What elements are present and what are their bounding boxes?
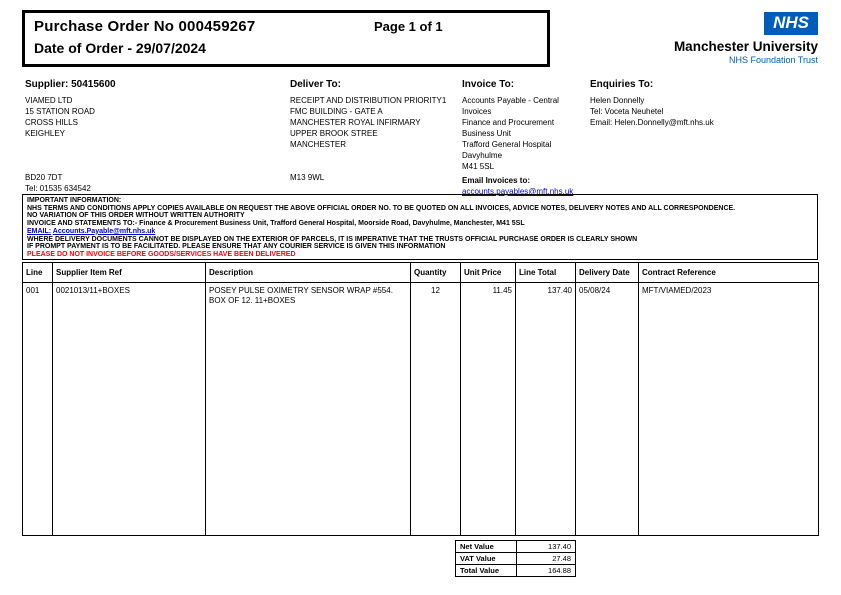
supplier-address-line xyxy=(25,161,255,172)
important-email-label: EMAIL: xyxy=(27,227,52,235)
po-number: Purchase Order No 000459267 xyxy=(34,18,256,35)
description-line-1: POSEY PULSE OXIMETRY SENSOR WRAP #554. xyxy=(209,286,393,295)
important-delivery-docs-line: WHERE DELIVERY DOCUMENTS CANNOT BE DISPLAYED ON THE EXTERIOR OF PARCELS, IT IS IMPERATIVE THAT THE TRUSTS OFFICIAL PURCHASE ORDER IS CLEARLY SHOWN xyxy=(27,235,638,243)
col-header-quantity: Quantity xyxy=(411,263,461,283)
col-header-description: Description xyxy=(206,263,411,283)
invoice-address-line: Invoices xyxy=(462,107,492,116)
col-header-delivery-date: Delivery Date xyxy=(576,263,639,283)
deliver-postcode: M13 9WL xyxy=(290,173,325,182)
deliver-address-line: MANCHESTER ROYAL INFIRMARY xyxy=(290,118,421,127)
important-information-box xyxy=(22,194,818,260)
trust-name: NHS Foundation Trust xyxy=(728,55,818,65)
cell-description xyxy=(206,283,411,536)
important-prompt-payment-line: IF PROMPT PAYMENT IS TO BE FACILITATED. PLEASE ENSURE THAT ANY COURIER SERVICE IS GIVEN THIS INFORMATION xyxy=(27,243,446,251)
total-value-row xyxy=(456,565,576,577)
col-header-line-total: Line Total xyxy=(516,263,576,283)
supplier-address-line: 15 STATION ROAD xyxy=(25,107,95,116)
enquiries-telephone: Tel: Voceta Neuhetel xyxy=(590,107,664,116)
supplier-address-line xyxy=(25,150,255,161)
deliver-address-line: MANCHESTER xyxy=(290,140,347,149)
important-email-line xyxy=(27,228,813,236)
invoice-email-link[interactable]: accounts.payables@mft.nhs.uk xyxy=(462,187,574,196)
supplier-section xyxy=(25,79,255,194)
enquiries-contact-name: Helen Donnelly xyxy=(590,96,645,105)
cell-item-ref: 0021013/11+BOXES xyxy=(53,283,206,536)
col-header-item-ref: Supplier Item Ref xyxy=(53,263,206,283)
line-items-table xyxy=(22,262,819,536)
invoice-to-section xyxy=(462,79,588,197)
nhs-logo: NHS xyxy=(764,12,818,35)
deliver-address-line: FMC BUILDING - GATE A xyxy=(290,107,383,116)
invoice-address-line: Finance and Procurement xyxy=(462,118,555,127)
nhs-logo-block xyxy=(598,12,818,65)
supplier-telephone: Tel: 01535 634542 xyxy=(25,184,91,193)
order-date: Date of Order - 29/07/2024 xyxy=(34,40,206,56)
do-not-invoice-warning: PLEASE DO NOT INVOICE BEFORE GOODS/SERVICES HAVE BEEN DELIVERED xyxy=(27,250,296,258)
important-email-link[interactable]: Accounts.Payable@mft.nhs.uk xyxy=(52,227,156,235)
total-value: 164.88 xyxy=(517,565,576,577)
supplier-address-line: KEIGHLEY xyxy=(25,129,66,138)
important-terms-line: NHS TERMS AND CONDITIONS APPLY COPIES AVAILABLE ON REQUEST THE ABOVE OFFICIAL ORDER NO. TO BE QUOTED ON ALL INVOICES, ADVICE NOTES, DELIVERY NOTES AND ALL CORRESPONDENCE. xyxy=(27,204,736,212)
important-title: IMPORTANT INFORMATION: xyxy=(27,197,122,204)
organisation-name: Manchester University xyxy=(673,39,818,54)
vat-value-row xyxy=(456,553,576,565)
supplier-address-line: VIAMED LTD xyxy=(25,96,73,105)
deliver-address-line: UPPER BROOK STREE xyxy=(290,129,378,138)
net-value-label: Net Value xyxy=(456,541,517,553)
net-value-row xyxy=(456,541,576,553)
supplier-postcode: BD20 7DT xyxy=(25,173,63,182)
enquiries-to-section xyxy=(590,79,810,128)
invoice-address-line: Accounts Payable - Central xyxy=(462,96,559,105)
invoice-address-line: Business Unit xyxy=(462,129,511,138)
important-invoice-address-line: INVOICE AND STATEMENTS TO:- Finance & Procurement Business Unit, Trafford General Hospital, Moorside Road, Davyhulme, Manchester, M41 5SL xyxy=(27,220,525,228)
deliver-address-line xyxy=(290,161,460,172)
deliver-to-section xyxy=(290,79,460,183)
table-row xyxy=(23,283,819,536)
net-value: 137.40 xyxy=(517,541,576,553)
cell-line-number: 001 xyxy=(23,283,53,536)
invoice-address-line: Davyhulme xyxy=(462,151,503,160)
enquiries-to-title: Enquiries To: xyxy=(590,79,654,90)
nhs-logo-wrap xyxy=(598,12,818,35)
supplier-address-line: CROSS HILLS xyxy=(25,118,78,127)
total-value-label: Total Value xyxy=(456,565,517,577)
deliver-address-line xyxy=(290,150,460,161)
cell-delivery-date: 05/08/24 xyxy=(576,283,639,536)
supplier-address-line xyxy=(25,139,255,150)
enquiries-email: Email: Helen.Donnelly@mft.nhs.uk xyxy=(590,118,714,127)
po-header-box xyxy=(22,10,550,67)
deliver-address-line: RECEIPT AND DISTRIBUTION PRIORITY1 xyxy=(290,96,447,105)
deliver-to-title: Deliver To: xyxy=(290,79,341,90)
invoice-postcode: M41 5SL xyxy=(462,162,495,171)
cell-contract-ref: MFT/VIAMED/2023 xyxy=(639,283,819,536)
vat-value: 27.48 xyxy=(517,553,576,565)
cell-quantity: 12 xyxy=(411,283,461,536)
col-header-unit-price: Unit Price xyxy=(461,263,516,283)
email-invoices-label: Email Invoices to: xyxy=(462,176,531,185)
supplier-title: Supplier: 50415600 xyxy=(25,79,116,90)
po-header-row xyxy=(34,18,538,36)
invoice-address-line: Trafford General Hospital xyxy=(462,140,552,149)
col-header-line: Line xyxy=(23,263,53,283)
vat-value-label: VAT Value xyxy=(456,553,517,565)
important-variation-line: NO VARIATION OF THIS ORDER WITHOUT WRITTEN AUTHORITY xyxy=(27,212,245,220)
cell-unit-price: 11.45 xyxy=(461,283,516,536)
cell-line-total: 137.40 xyxy=(516,283,576,536)
col-header-contract-ref: Contract Reference xyxy=(639,263,819,283)
description-line-2: BOX OF 12. 11+BOXES xyxy=(209,296,296,305)
table-header-row xyxy=(23,263,819,283)
page-indicator: Page 1 of 1 xyxy=(374,19,443,34)
totals-table xyxy=(455,540,576,577)
invoice-to-title: Invoice To: xyxy=(462,79,515,90)
